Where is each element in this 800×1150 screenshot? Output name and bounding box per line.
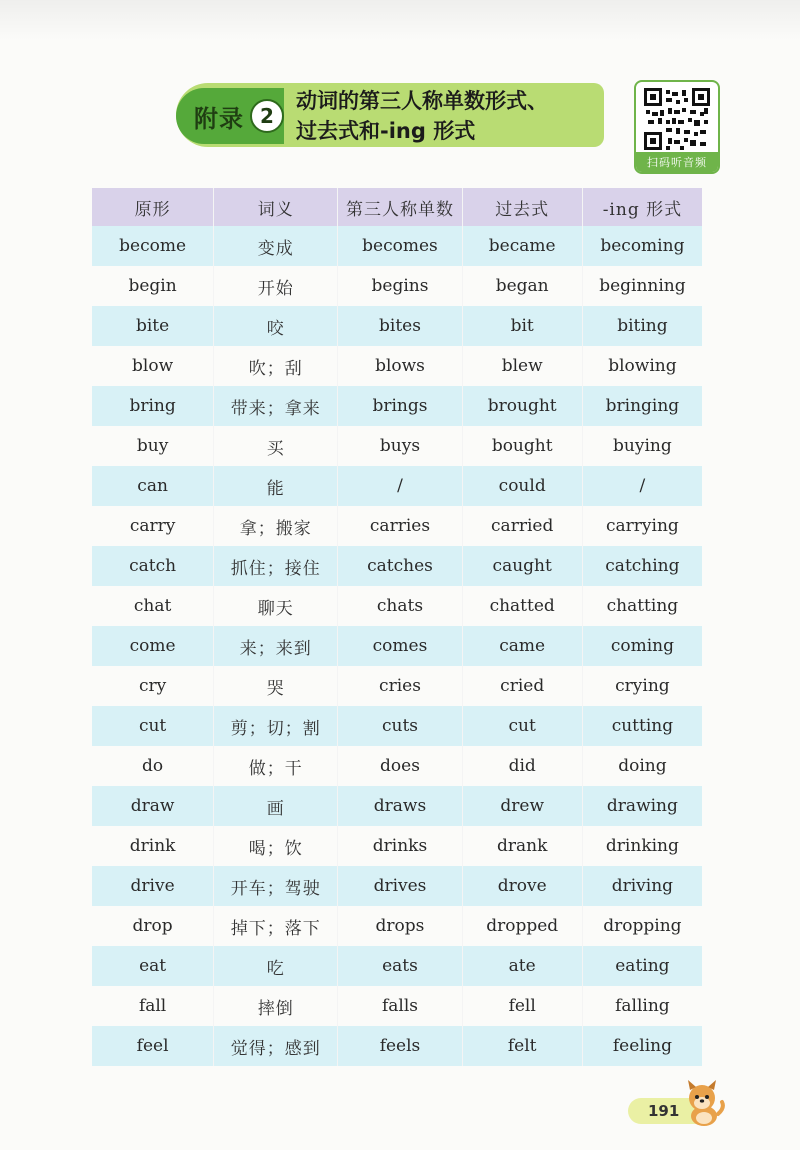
cell-third-person: brings bbox=[337, 386, 461, 426]
cell-past-tense: chatted bbox=[462, 586, 582, 626]
cell-ing-form: beginning bbox=[582, 266, 702, 306]
cell-third-person: feels bbox=[337, 1026, 461, 1066]
cell-third-person: drinks bbox=[337, 826, 461, 866]
table-row bbox=[92, 986, 702, 1026]
cell-past-tense: bought bbox=[462, 426, 582, 466]
table-row bbox=[92, 786, 702, 826]
cell-past-tense: carried bbox=[462, 506, 582, 546]
table-row bbox=[92, 866, 702, 906]
cell-base-form: cry bbox=[138, 676, 167, 696]
table-row bbox=[92, 826, 702, 866]
cell-base-form: drink bbox=[129, 836, 176, 856]
cell-past-tense: felt bbox=[462, 1026, 582, 1066]
cell-meaning: 抓住；接住 bbox=[213, 546, 337, 586]
cell-meaning: 觉得；感到 bbox=[213, 1026, 337, 1066]
qr-caption: 扫码听音频 bbox=[636, 152, 718, 172]
cell-meaning: 能 bbox=[213, 466, 337, 506]
cell-base-form: come bbox=[129, 636, 176, 656]
cell-past-tense: drew bbox=[462, 786, 582, 826]
cell-third-person: drops bbox=[337, 906, 461, 946]
cell-third-person: cries bbox=[337, 666, 461, 706]
cell-past-tense: cried bbox=[462, 666, 582, 706]
cell-past-tense: did bbox=[462, 746, 582, 786]
column-header-ing-form: -ing 形式 bbox=[582, 188, 702, 226]
cell-meaning: 买 bbox=[213, 426, 337, 466]
cell-meaning: 变成 bbox=[213, 226, 337, 266]
cell-base-form: can bbox=[137, 476, 168, 496]
cell-third-person: eats bbox=[337, 946, 461, 986]
page-shade bbox=[0, 0, 800, 40]
cell-ing-form: driving bbox=[582, 866, 702, 906]
cell-past-tense: came bbox=[462, 626, 582, 666]
cell-ing-form: chatting bbox=[582, 586, 702, 626]
cell-third-person: does bbox=[337, 746, 461, 786]
cell-base-form: buy bbox=[136, 436, 169, 456]
cell-meaning: 吹；刮 bbox=[213, 346, 337, 386]
cell-base-form: drive bbox=[130, 876, 175, 896]
cell-base-form: feel bbox=[136, 1036, 169, 1056]
cell-past-tense: bit bbox=[462, 306, 582, 346]
cell-base-form: become bbox=[119, 236, 187, 256]
cell-meaning: 掉下；落下 bbox=[213, 906, 337, 946]
column-header-base-form: 原形 bbox=[134, 199, 171, 220]
title-line-1: 动词的第三人称单数形式、 bbox=[296, 89, 548, 113]
cell-ing-form: drinking bbox=[582, 826, 702, 866]
cell-meaning: 哭 bbox=[213, 666, 337, 706]
cell-third-person: chats bbox=[337, 586, 461, 626]
cell-ing-form: becoming bbox=[582, 226, 702, 266]
cell-meaning: 来；来到 bbox=[213, 626, 337, 666]
cell-base-form: catch bbox=[129, 556, 177, 576]
cell-base-form: draw bbox=[130, 796, 175, 816]
page-number: 191 bbox=[648, 1102, 680, 1120]
cell-meaning: 剪；切；割 bbox=[213, 706, 337, 746]
cell-meaning: 开始 bbox=[213, 266, 337, 306]
cell-past-tense: drank bbox=[462, 826, 582, 866]
cell-meaning: 拿；搬家 bbox=[213, 506, 337, 546]
table-row bbox=[92, 626, 702, 666]
cell-ing-form: buying bbox=[582, 426, 702, 466]
cell-third-person: catches bbox=[337, 546, 461, 586]
cell-base-form: bite bbox=[135, 316, 170, 336]
cell-base-form: eat bbox=[139, 956, 167, 976]
cell-ing-form: catching bbox=[582, 546, 702, 586]
table-row bbox=[92, 506, 702, 546]
table-row bbox=[92, 746, 702, 786]
cell-meaning: 画 bbox=[213, 786, 337, 826]
cell-ing-form: blowing bbox=[582, 346, 702, 386]
cell-meaning: 喝；饮 bbox=[213, 826, 337, 866]
table-row bbox=[92, 426, 702, 466]
cell-base-form: blow bbox=[132, 356, 174, 376]
appendix-tab bbox=[176, 88, 284, 144]
cell-third-person: cuts bbox=[337, 706, 461, 746]
cell-ing-form: drawing bbox=[582, 786, 702, 826]
table-row bbox=[92, 306, 702, 346]
table-body bbox=[92, 226, 702, 1066]
table-row bbox=[92, 906, 702, 946]
cell-meaning: 聊天 bbox=[213, 586, 337, 626]
column-header-third-person: 第三人称单数 bbox=[337, 188, 461, 226]
qr-code-icon bbox=[644, 88, 710, 150]
cell-meaning: 吃 bbox=[213, 946, 337, 986]
table-row bbox=[92, 546, 702, 586]
column-header-meaning: 词义 bbox=[213, 188, 337, 226]
table-row bbox=[92, 706, 702, 746]
cell-third-person: drives bbox=[337, 866, 461, 906]
cell-base-form: carry bbox=[129, 516, 176, 536]
cell-ing-form: doing bbox=[582, 746, 702, 786]
cell-ing-form: biting bbox=[582, 306, 702, 346]
cell-third-person: draws bbox=[337, 786, 461, 826]
cell-ing-form: crying bbox=[582, 666, 702, 706]
table-row bbox=[92, 466, 702, 506]
verb-forms-table bbox=[92, 188, 702, 1066]
cell-third-person: carries bbox=[337, 506, 461, 546]
table-row bbox=[92, 946, 702, 986]
cell-past-tense: became bbox=[462, 226, 582, 266]
cell-past-tense: caught bbox=[462, 546, 582, 586]
title-line-2: 过去式和-ing 形式 bbox=[296, 119, 476, 143]
cell-past-tense: fell bbox=[462, 986, 582, 1026]
cell-third-person: buys bbox=[337, 426, 461, 466]
table-row bbox=[92, 266, 702, 306]
cell-third-person: blows bbox=[337, 346, 461, 386]
cell-third-person: bites bbox=[337, 306, 461, 346]
cell-third-person: / bbox=[337, 466, 461, 506]
cell-past-tense: blew bbox=[462, 346, 582, 386]
cell-ing-form: feeling bbox=[582, 1026, 702, 1066]
cell-base-form: bring bbox=[129, 396, 176, 416]
cell-past-tense: ate bbox=[462, 946, 582, 986]
cell-past-tense: began bbox=[462, 266, 582, 306]
cell-base-form: cut bbox=[138, 716, 167, 736]
cell-base-form: chat bbox=[133, 596, 172, 616]
cell-past-tense: brought bbox=[462, 386, 582, 426]
cell-ing-form: bringing bbox=[582, 386, 702, 426]
table-row bbox=[92, 666, 702, 706]
dog-mascot-icon bbox=[676, 1078, 726, 1128]
table-row bbox=[92, 346, 702, 386]
cell-ing-form: cutting bbox=[582, 706, 702, 746]
table-row bbox=[92, 226, 702, 266]
cell-third-person: becomes bbox=[337, 226, 461, 266]
table-row bbox=[92, 586, 702, 626]
qr-code-panel[interactable] bbox=[634, 80, 720, 174]
cell-past-tense: dropped bbox=[462, 906, 582, 946]
cell-base-form: drop bbox=[132, 916, 173, 936]
page-title bbox=[296, 86, 606, 146]
cell-meaning: 咬 bbox=[213, 306, 337, 346]
appendix-label: 附录 bbox=[194, 104, 244, 133]
cell-third-person: falls bbox=[337, 986, 461, 1026]
appendix-number-badge: 2 bbox=[250, 99, 284, 133]
column-header-past-tense: 过去式 bbox=[462, 188, 582, 226]
cell-past-tense: drove bbox=[462, 866, 582, 906]
cell-ing-form: dropping bbox=[582, 906, 702, 946]
table-row bbox=[92, 386, 702, 426]
cell-meaning: 摔倒 bbox=[213, 986, 337, 1026]
cell-meaning: 开车；驾驶 bbox=[213, 866, 337, 906]
table-header-row bbox=[92, 188, 702, 226]
cell-third-person: comes bbox=[337, 626, 461, 666]
cell-ing-form: carrying bbox=[582, 506, 702, 546]
cell-base-form: do bbox=[142, 756, 164, 776]
cell-past-tense: could bbox=[462, 466, 582, 506]
cell-ing-form: coming bbox=[582, 626, 702, 666]
cell-third-person: begins bbox=[337, 266, 461, 306]
cell-past-tense: cut bbox=[462, 706, 582, 746]
cell-meaning: 做；干 bbox=[213, 746, 337, 786]
cell-ing-form: / bbox=[582, 466, 702, 506]
table-row bbox=[92, 1026, 702, 1066]
cell-meaning: 带来；拿来 bbox=[213, 386, 337, 426]
cell-ing-form: eating bbox=[582, 946, 702, 986]
cell-ing-form: falling bbox=[582, 986, 702, 1026]
cell-base-form: fall bbox=[138, 996, 167, 1016]
cell-base-form: begin bbox=[128, 276, 177, 296]
